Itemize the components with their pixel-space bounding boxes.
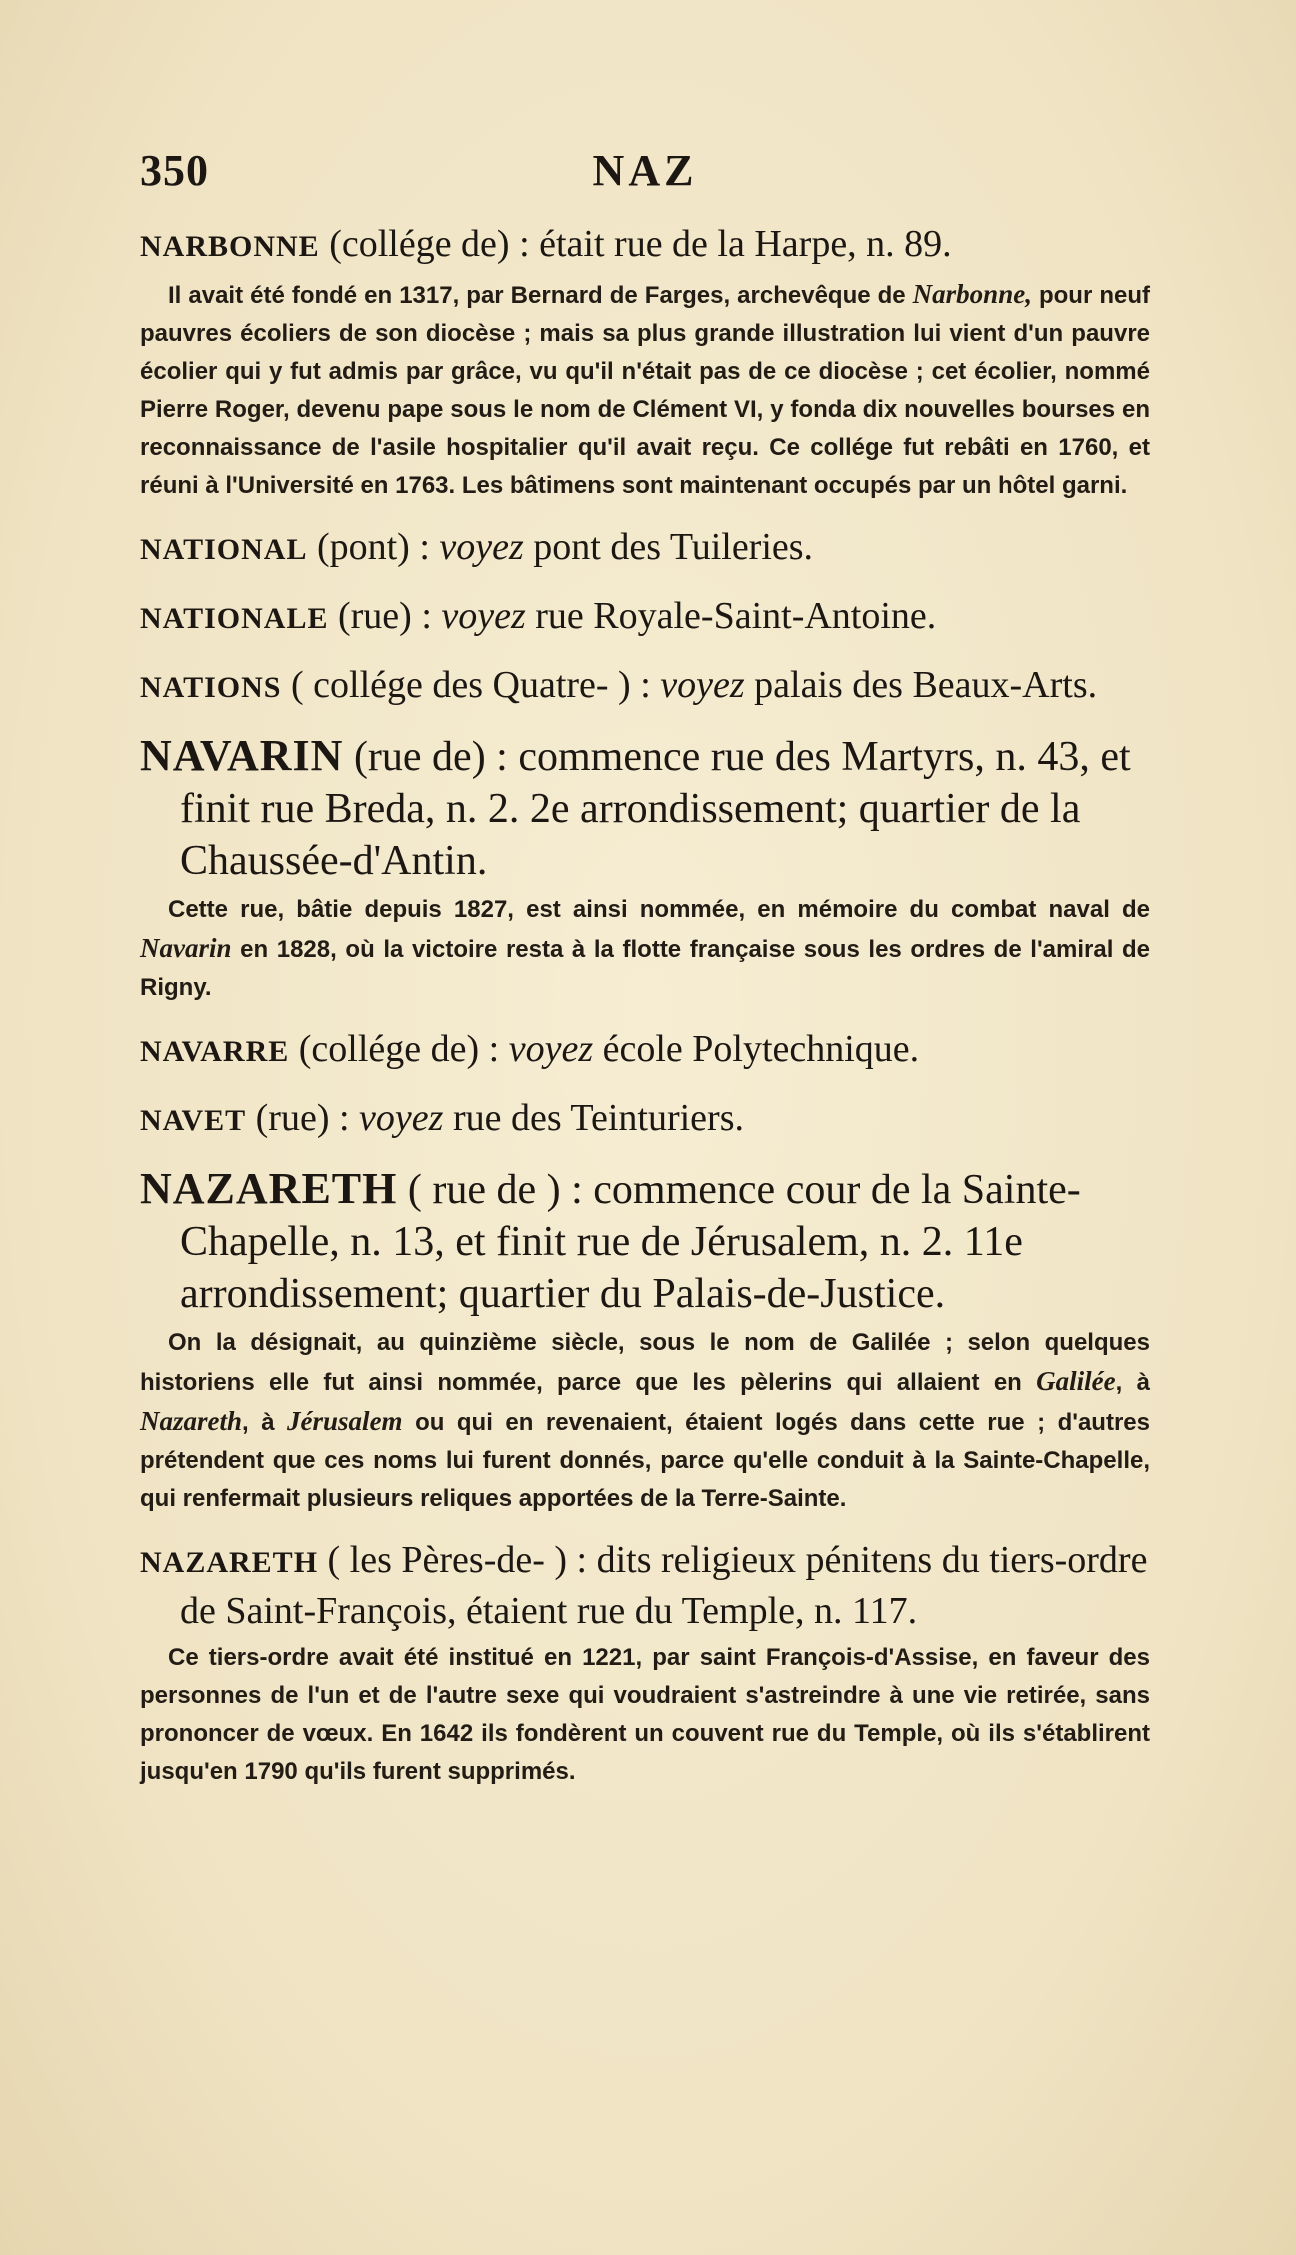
entry-heading	[140, 220, 1150, 271]
entry-navarin	[140, 730, 1150, 1007]
entry-heading	[140, 1025, 1150, 1076]
note-text: , à	[242, 1409, 288, 1436]
entry-note	[140, 1639, 1150, 1791]
cross-reference-target: pont des Tuileries.	[523, 526, 814, 568]
entry-term: NATIONS	[140, 671, 282, 704]
entry-heading	[140, 1094, 1150, 1145]
entry-narbonne	[140, 220, 1150, 505]
entry-term: NAZARETH	[140, 1546, 319, 1579]
entry-term: NAVARIN	[140, 731, 344, 780]
entry-term: NAZARETH	[140, 1164, 398, 1213]
note-text: Ce tiers-ordre avait été institué en 1221, par saint François-d'Assise, en faveur des personnes de l'un et de l'autre sexe qui voudraient s'astreindre à une vie retirée, sans prononcer de vœux. En 1642 ils fondèrent un couvent rue du Temple, où ils s'établirent jusqu'en 1790 qu'ils furent supprimés.	[140, 1644, 1150, 1785]
note-italic: Narbonne,	[912, 279, 1032, 309]
cross-reference-target: rue des Teinturiers.	[443, 1097, 744, 1139]
entry-heading	[140, 592, 1150, 643]
entry-heading	[140, 730, 1150, 887]
note-italic: Nazareth	[140, 1406, 243, 1436]
entry-heading	[140, 1536, 1150, 1635]
cross-reference-target: palais des Beaux-Arts.	[744, 664, 1098, 706]
note-text: en 1828, où la victoire resta à la flotte française sous les ordres de l'amiral de Rigny.	[140, 936, 1150, 1001]
entry-term: NATIONAL	[140, 533, 308, 566]
entry-description: ( rue de ) : commence cour de la Sainte-Chapelle, n. 13, et finit rue de Jérusalem, n. 2. 11e arrondissement; quartier du Palais-de-Justice.	[180, 1167, 1081, 1317]
entry-description: ( les Pères-de- ) : dits religieux pénitens du tiers-ordre de Saint-François, étaient rue du Temple, n. 117.	[180, 1539, 1148, 1632]
entry-nationale	[140, 592, 1150, 643]
note-italic: Jérusalem	[287, 1406, 403, 1436]
cross-reference-target: rue Royale-Saint-Antoine.	[525, 595, 937, 637]
entry-heading	[140, 1163, 1150, 1320]
entry-description: (collége de) :	[289, 1028, 509, 1070]
cross-reference-target: école Polytechnique.	[593, 1028, 920, 1070]
entry-note	[140, 1324, 1150, 1518]
entry-nazareth-peres	[140, 1536, 1150, 1791]
note-text: pour neuf pauvres écoliers de son diocèse ; mais sa plus grande illustration lui vient d'un pauvre écolier qui y fut admis par grâce, vu qu'il n'était pas de ce diocèse ; cet écolier, nommé Pierre Roger, devenu pape sous le nom de Clément VI, y fonda dix nouvelles bourses en reconnaissance de l'asile hospitalier qu'il avait reçu. Ce collége fut rebâti en 1760, et réuni à l'Université en 1763. Les bâtimens sont maintenant occupés par un hôtel garni.	[140, 282, 1150, 499]
entry-term: NAVARRE	[140, 1035, 290, 1068]
entry-description: (rue de) : commence rue des Martyrs, n. 43, et finit rue Breda, n. 2. 2e arrondissement; quartier de la Chaussée-d'Antin.	[180, 734, 1131, 884]
note-italic: Galilée	[1036, 1366, 1116, 1396]
note-italic: Navarin	[140, 933, 232, 963]
note-text: On la désignait, au quinzième siècle, sous le nom de Galilée ; selon quelques historiens elle fut ainsi nommée, parce que les pèlerins qui allaient en	[140, 1329, 1150, 1396]
entry-nazareth-rue	[140, 1163, 1150, 1518]
cross-reference-word: voyez	[439, 526, 524, 568]
cross-reference-word: voyez	[441, 595, 526, 637]
entry-description: (rue) :	[328, 595, 442, 637]
page-header	[140, 145, 1150, 205]
entry-heading	[140, 661, 1150, 712]
note-text: , à	[1115, 1369, 1150, 1396]
entry-navarre	[140, 1025, 1150, 1076]
entry-navet	[140, 1094, 1150, 1145]
entry-heading	[140, 523, 1150, 574]
note-text: Il avait été fondé en 1317, par Bernard de Farges, archevêque de	[168, 282, 913, 309]
entry-national	[140, 523, 1150, 574]
cross-reference-word: voyez	[508, 1028, 594, 1070]
dictionary-entries	[140, 220, 1150, 1809]
page-number: 350	[140, 146, 209, 195]
entry-note	[140, 891, 1150, 1007]
note-text: Cette rue, bâtie depuis 1827, est ainsi nommée, en mémoire du combat naval de	[168, 896, 1150, 923]
note-text: ou qui en revenaient, étaient logés dans cette rue ; d'autres prétendent que ces noms lui furent donnés, parce qu'elle conduit à la Sainte-Chapelle, qui renfermait plusieurs reliques apportées de la Terre-Sainte.	[140, 1409, 1150, 1512]
cross-reference-word: voyez	[359, 1097, 444, 1139]
entry-term: NARBONNE	[140, 230, 320, 263]
cross-reference-word: voyez	[660, 664, 745, 706]
entry-term: NAVET	[140, 1104, 247, 1137]
entry-description: (pont) :	[307, 526, 440, 568]
entry-term: NATIONALE	[140, 602, 329, 635]
entry-description: ( collége des Quatre- ) :	[281, 664, 661, 706]
running-head: NAZ	[592, 146, 698, 195]
entry-note	[140, 275, 1150, 505]
entry-nations	[140, 661, 1150, 712]
entry-description: (collége de) : était rue de la Harpe, n. 89.	[319, 223, 952, 265]
entry-description: (rue) :	[246, 1097, 360, 1139]
